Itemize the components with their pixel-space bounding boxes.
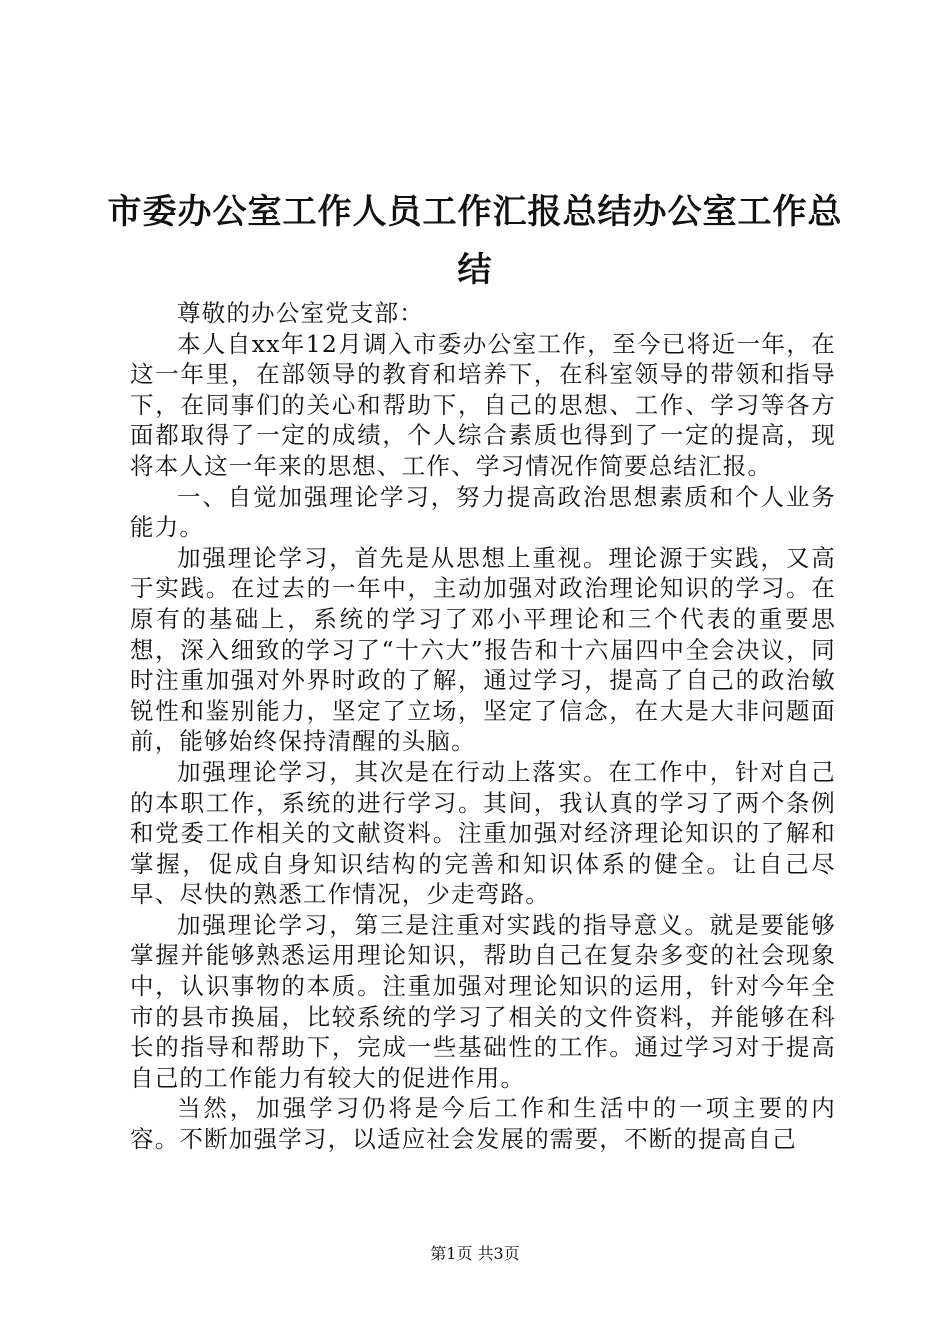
paragraph: 加强理论学习，首先是从思想上重视。理论源于实践，又高于实践。在过去的一年中，主动加强对政治理论知识的学习。在原有的基础上，系统的学习了邓小平理论和三个代表的重要思想，深入细致的学习了“十六大”报告和十六届四中全会决议，同时注重加强对外界时政的了解，通过学习，提高了自己的政治敏锐性和鉴别能力，坚定了立场，坚定了信念，在大是大非问题面前，能够始终保持清醒的头脑。 [130,543,836,756]
page-footer: 第1页 共3页 [430,1244,520,1263]
salutation: 尊敬的办公室党支部： [177,299,424,327]
paragraph: 当然，加强学习仍将是今后工作和生活中的一项主要的内容。不断加强学习，以适应社会发展的需要，不断的提高自己 [130,1094,836,1154]
section-heading: 一、自觉加强理论学习，努力提高政治思想素质和个人业务能力。 [130,482,836,542]
paragraph: 本人自xx年12月调入市委办公室工作，至今已将近一年，在这一年里，在部领导的教育和培养下，在科室领导的带领和指导下，在同事们的关心和帮助下，自己的思想、工作、学习等各方面都取得了一定的成绩，个人综合素质也得到了一定的提高，现将本人这一年来的思想、工作、学习情况作简要总结汇报。 [130,329,836,480]
paragraph: 加强理论学习，第三是注重对实践的指导意义。就是要能够掌握并能够熟悉运用理论知识，帮助自己在复杂多变的社会现象中，认识事物的本质。注重加强对理论知识的运用，针对今年全市的县市换届，比较系统的学习了相关的文件资料，并能够在科长的指导和帮助下，完成一些基础性的工作。通过学习对于提高自己的工作能力有较大的促进作用。 [130,910,836,1092]
paragraph: 加强理论学习，其次是在行动上落实。在工作中，针对自己的本职工作，系统的进行学习。其间，我认真的学习了两个条例和党委工作相关的文献资料。注重加强对经济理论知识的了解和掌握，促成自身知识结构的完善和知识体系的健全。让自己尽早、尽快的熟悉工作情况，少走弯路。 [130,757,836,909]
document-body [130,298,836,1155]
document-title: 市委办公室工作人员工作汇报总结办公室工作总结 [107,191,843,290]
